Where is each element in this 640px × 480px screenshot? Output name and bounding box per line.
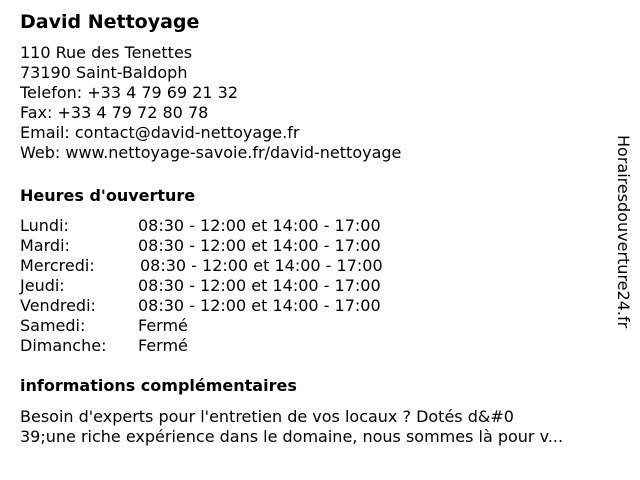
time-range: 08:30 - 12:00 et 14:00 - 17:00 <box>138 276 381 295</box>
contact-block <box>20 43 620 163</box>
additional-info-text <box>20 407 620 447</box>
time-range: Fermé <box>138 336 188 355</box>
opening-hours-title: Heures d'ouverture <box>20 186 196 205</box>
time-range: 08:30 - 12:00 et 14:00 - 17:00 <box>140 256 383 275</box>
day-label: Mercredi: <box>20 256 95 275</box>
info-line: Besoin d'experts pour l'entretien de vos locaux ? Dotés d&#0 <box>20 407 514 426</box>
hours-row-sunday <box>20 336 620 356</box>
address-city: 73190 Saint-Baldoph <box>20 63 188 82</box>
business-name: David Nettoyage <box>20 11 200 33</box>
day-label: Samedi: <box>20 316 86 335</box>
website-url: Web: www.nettoyage-savoie.fr/david-nettoyage <box>20 143 402 162</box>
info-line: 39;une riche expérience dans le domaine, nous sommes là pour v... <box>20 427 564 446</box>
hours-row-monday <box>20 216 620 236</box>
address-street: 110 Rue des Tenettes <box>20 43 193 62</box>
day-label: Mardi: <box>20 236 70 255</box>
day-label: Jeudi: <box>20 276 65 295</box>
business-card <box>20 10 620 447</box>
fax-number: Fax: +33 4 79 72 80 78 <box>20 103 209 122</box>
email-address: Email: contact@david-nettoyage.fr <box>20 123 300 142</box>
time-range: 08:30 - 12:00 et 14:00 - 17:00 <box>138 216 381 235</box>
day-label: Dimanche: <box>20 336 107 355</box>
day-label: Vendredi: <box>20 296 96 315</box>
time-range: Fermé <box>138 316 188 335</box>
hours-row-saturday <box>20 316 620 336</box>
day-label: Lundi: <box>20 216 69 235</box>
additional-info-title: informations complémentaires <box>20 376 297 395</box>
time-range: 08:30 - 12:00 et 14:00 - 17:00 <box>138 236 381 255</box>
hours-row-tuesday <box>20 236 620 256</box>
opening-hours-table <box>20 216 620 356</box>
watermark-text: Horairesdouverture24.fr <box>614 135 633 329</box>
hours-row-friday <box>20 296 620 316</box>
hours-row-thursday <box>20 276 620 296</box>
phone-number: Telefon: +33 4 79 69 21 32 <box>20 83 239 102</box>
site-watermark <box>611 135 637 375</box>
hours-row-wednesday <box>20 256 620 276</box>
time-range: 08:30 - 12:00 et 14:00 - 17:00 <box>138 296 381 315</box>
